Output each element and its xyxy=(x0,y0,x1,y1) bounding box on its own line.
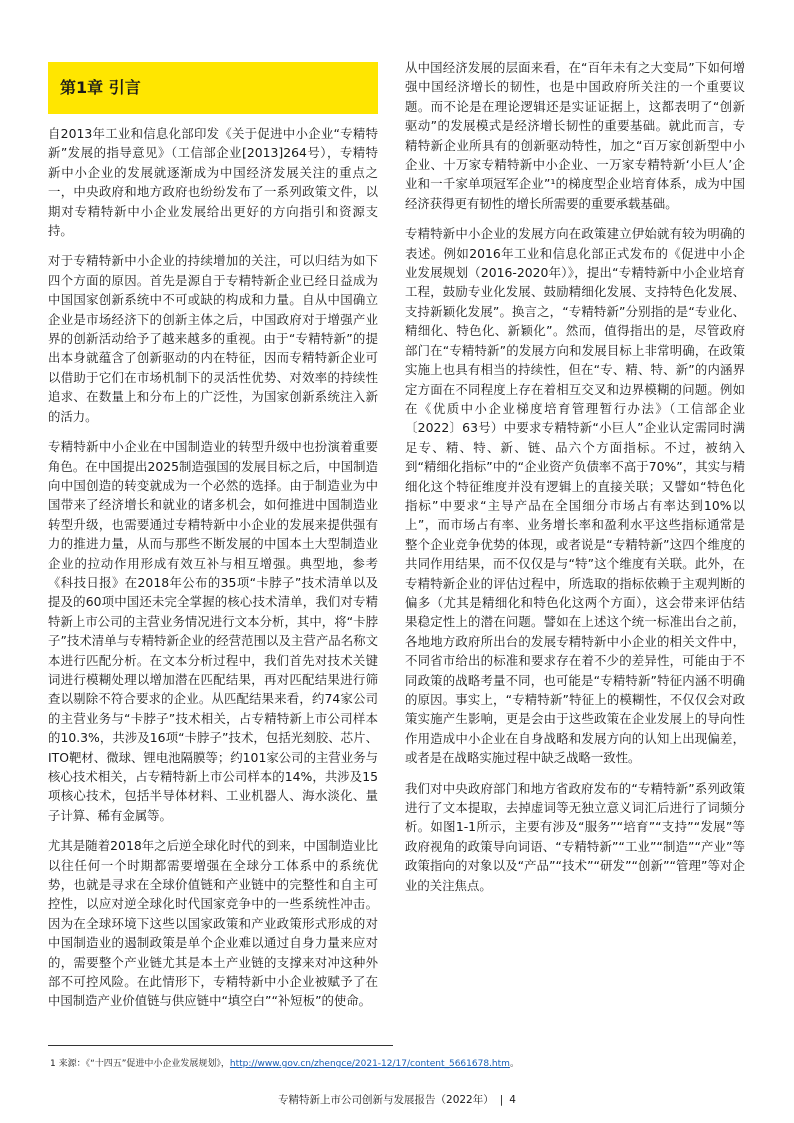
paragraph: 自2013年工业和信息化部印发《关于促进中小企业“专精特新”发展的指导意见》（工信部企业[2013]264号），专精特新中小企业的发展就逐渐成为中国经济发展关注的重点之一，中央政府和地方政府也纷纷发布了一系列政策文件，以期对专精特新中小企业发展给出更好的方向指引和资源支持。 xyxy=(48,126,378,239)
footnote xyxy=(50,1058,519,1070)
footer-divider: | xyxy=(499,1094,504,1106)
page-footer xyxy=(0,1092,794,1107)
chapter-header xyxy=(48,62,378,114)
paragraph: 我们对中央政府部门和地方省政府发布的“专精特新”系列政策进行了文本提取，去掉虚词等无独立意义词汇后进行了词频分析。如图1-1所示，主要有涉及“服务”“培育”“支持”“发展”等政府视角的政策导向词语、“专精特新”“工业”“制造”“产业”等政策指向的对象以及“产品”“技术”“研发”“创新”“管理”等对企业的关注焦点。 xyxy=(405,780,745,893)
footnote-suffix: 。 xyxy=(509,1059,519,1069)
chapter-title: 第1章 引言 xyxy=(60,78,141,98)
paragraph: 对于专精特新中小企业的持续增加的关注，可以归结为如下四个方面的原因。首先是源自于专精特新企业已经日益成为中国国家创新系统中不可或缺的构成和力量。自从中国确立企业是市场经济下的创新主体之后，中国政府对于增强产业界的创新活动给予了越来越多的重视。由于“专精特新”的提出本身就蕴含了创新驱动的内在特征，因而专精特新企业可以借助于它们在市场机制下的灵活性优势、对效率的持续性追求、在数量上和分布上的广泛性，为国家创新系统注入新的活力。 xyxy=(48,253,378,424)
footer-report-title: 专精特新上市公司创新与发展报告（2022年） xyxy=(278,1094,494,1106)
paragraph: 尤其是随着2018年之后逆全球化时代的到来，中国制造业比以往任何一个时期都需要增强在全球分工体系中的系统优势，也就是寻求在全球价值链和产业链中的完整性和自主可控性，以应对逆全球化时代国家竞争中的一些系统性冲击。因为在全球环境下这些以国家政策和产业政策形式形成的对中国制造业的遏制政策是单个企业难以通过自身力量来应对的，需要整个产业链尤其是本土产业链的支撑来对冲这种外部不可控风险。在此情形下，专精特新中小企业被赋予了在中国制造产业价值链与供应链中“填空白”“补短板”的使命。 xyxy=(48,838,378,1009)
footnote-label: 1 来源：《“十四五”促进中小企业发展规划》， xyxy=(50,1059,230,1069)
right-column xyxy=(405,58,745,906)
paragraph: 专精特新中小企业在中国制造业的转型升级中也扮演着重要角色。在中国提出2025制造强国的发展目标之后，中国制造向中国创造的转变就成为一个必然的选择。由于制造业为中国带来了经济增长和就业的诸多机会，如何推进中国制造业转型升级，也需要通过专精特新中小企业的发展来提供强有力的推进力量，从而与那些不断发展的中国本土大型制造业企业的拉动作用形成有效互补与相互增强。典型地，参考《科技日报》在2018年公布的35项“卡脖子”技术清单以及提及的60项中国还未完全掌握的核心技术清单，我们对专精特新上市公司的主营业务情况进行文本分析，其中，将“卡脖子”技术清单与专精特新企业的经营范围以及主营产品名称文本进行匹配分析。在文本分析过程中，我们首先对技术关键词进行模糊处理以增加潜在匹配结果，再对匹配结果进行筛查以剔除不符合要求的企业。从匹配结果来看，约74家公司的主营业务与“卡脖子”技术相关，占专精特新上市公司样本的10.3%，共涉及16项“卡脖子”技术，包括光刻胶、芯片、ITO靶材、微球、锂电池隔膜等；约101家公司的主营业务与核心技术相关，占专精特新上市公司样本的14%，共涉及15项核心技术，包括半导体材料、工业机器人、海水淡化、量子计算、稀有金属等。 xyxy=(48,439,378,823)
page-number: 4 xyxy=(509,1094,516,1106)
paragraph: 专精特新中小企业的发展方向在政策建立伊始就有较为明确的表述。例如2016年工业和信息化部正式发布的《促进中小企业发展规划（2016-2020年）》，提出“专精特新中小企业培育工程，鼓励专业化发展、鼓励精细化发展、支持特色化发展、支持新颖化发展”。换言之，“专精特新”分别指的是“专业化、精细化、特色化、新颖化”。然而，值得指出的是，尽管政府部门在“专精特新”的发展方向和发展目标上非常明确，在政策实施上也具有相当的持续性，但在“专、精、特、新”的内涵界定方面在不同程度上存在着相互交叉和边界模糊的问题。例如在《优质中小企业梯度培育管理暂行办法》（工信部企业〔2022〕63号）中要求专精特新“小巨人”企业认定需同时满足专、精、特、新、链、品六个方面指标。不过，被纳入到“精细化指标”中的“企业资产负债率不高于70%”，其实与精细化这个特征维度并没有逻辑上的直接关联；又譬如“特色化指标”中要求“主导产品在全国细分市场占有率达到10%以上”，而市场占有率、业务增长率和盈利水平这些指标通常是整个企业竞争优势的体现，或者说是“专精特新”这四个维度的共同作用结果，而不仅仅是与“特”这个维度有关联。此外，在专精特新企业的评估过程中，所选取的指标依赖于主观判断的偏多（尤其是精细化和特色化这两个方面），这会带来评估结果稳定性上的潜在问题。譬如在上述这个统一标准出台之前，各地地方政府所出台的发展专精特新中小企业的相关文件中，不同省市给出的标准和要求存在着不少的差异性，可能由于不同政策的战略考量不同，也可能是“专精特新”特征内涵不明确的原因。事实上，“专精特新”特征上的模糊性，不仅仅会对政策实施产生影响，更是会由于这些政策在企业发展上的导向性作用造成中小企业在自身战略和发展方向的认知上出现偏差，或者是在战略实施过程中缺乏战略一致性。 xyxy=(405,226,745,766)
left-column xyxy=(48,62,378,1022)
footnote-link[interactable]: http://www.gov.cn/zhengce/2021-12/17/content_5661678.htm xyxy=(229,1059,510,1069)
paragraph: 从中国经济发展的层面来看，在“百年未有之大变局”下如何增强中国经济增长的韧性，也是中国政府所关注的一个重要议题。而不论是在理论逻辑还是实证证据上，这都表明了“创新驱动”的发展模式是经济增长韧性的重要基础。就此而言，专精特新企业所具有的创新驱动特性，加之“百万家创新型中小企业、十万家专精特新中小企业、一万家专精特新‘小巨人’企业和一千家单项冠军企业”¹的梯度型企业培育体系，成为中国经济获得更有韧性的增长所需要的重要承载基础。 xyxy=(405,60,745,211)
footnote-divider xyxy=(48,1045,393,1046)
